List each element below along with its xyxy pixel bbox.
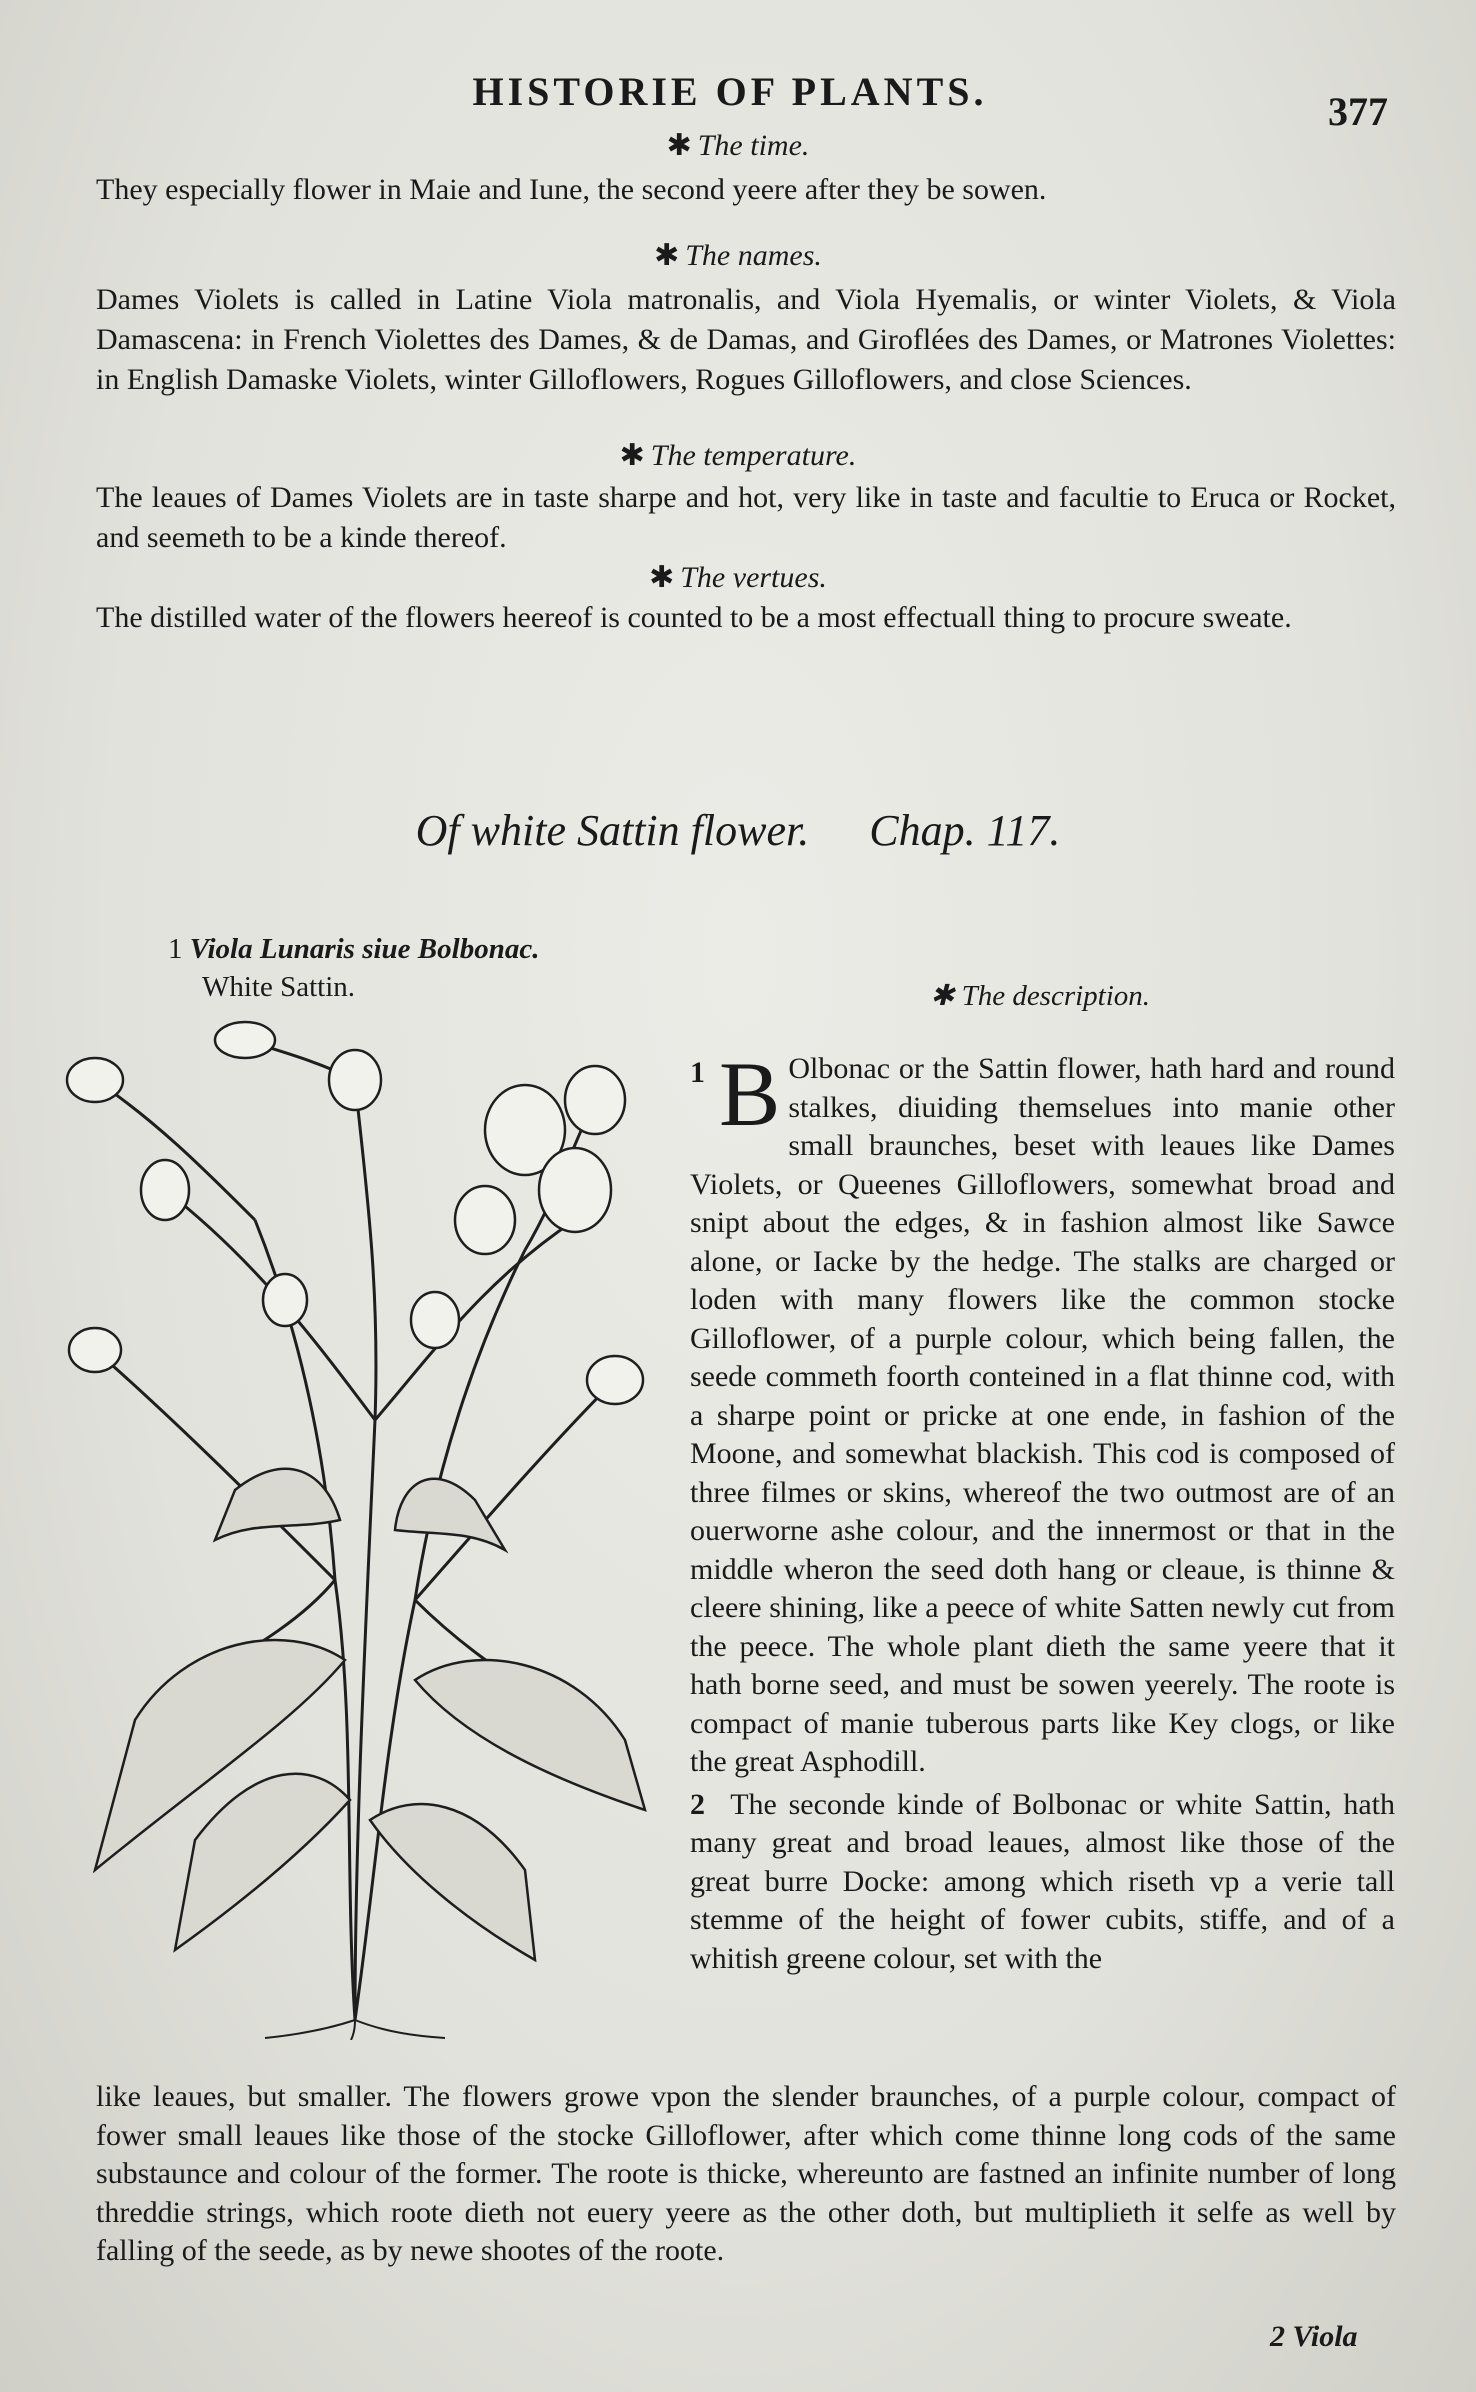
heading-text: The time. — [697, 129, 810, 162]
section-text-temperature: The leaues of Dames Violets are in taste sharpe and hot, very like in taste and facultie to Eruca or Rocket, and seemeth to be a kinde thereof. — [96, 481, 1396, 554]
heading-text: The temperature. — [650, 439, 857, 472]
section-heading-vertues — [0, 560, 1476, 595]
section-heading-temperature — [0, 438, 1476, 473]
caption-english: White Sattin. — [202, 971, 356, 1003]
paragraph-text: Olbonac or the Sattin flower, hath hard and round stalkes, diuiding themselues into manie other small braunches, beset with leaues like Dames Violets, or Queenes Gilloflowers, somewhat broad and snipt about the edges, & in fashion almost like Sawce alone, or Iacke by the hedge. The stalks are charged or loden with many flowers like the common stocke Gilloflower, of a purple colour, which being fallen, the seede commeth foorth conteined in a flat thinne cod, with a sharpe point or pricke at one ende, in fashion of the Moone, and somewhat blackish. This cod is composed of three filmes or skins, whereof the two outmost are of an ouerworne ashe colour, and the innermost or that in the middle wheron the seed doth hang or cleaue, is thinne & cleere shining, like a peece of white Satten newly cut from the peece. The whole plant dieth the same yeere that it hath borne seed, and must be sowen yeerely. The roote is compact of manie tuberous parts like Key clogs, or like the great Asphodill. — [690, 1052, 1395, 1778]
section-heading-names — [0, 238, 1476, 273]
chapter-title-text: Of white Sattin flower. — [415, 806, 810, 855]
figure-caption — [168, 930, 539, 1006]
section-text-names: Dames Violets is called in Latine Viola matronalis, and Viola Hyemalis, or winter Violets, & Viola Damascena: in French Violettes des Dames, & de Damas, and Giroflées des Dames, or Matrones Violettes: in English Damaske Violets, winter Gilloflowers, Rogues Gilloflowers, and close Sciences. — [96, 283, 1396, 396]
paragraph-2-start — [690, 1786, 1395, 1979]
description-column — [690, 1043, 1395, 1978]
caption-latin: Viola Lunaris siue Bolbonac. — [189, 933, 540, 965]
caption-number: 1 — [168, 933, 183, 965]
heading-text: The vertues. — [680, 561, 827, 594]
woodcut-plant-illustration — [55, 1020, 655, 2040]
page-number: 377 — [1328, 89, 1388, 134]
running-title: HISTORIE OF PLANTS. — [472, 69, 988, 114]
asterism-icon: ✱ — [654, 239, 680, 272]
section-text-vertues: The distilled water of the flowers heereof is counted to be a most effectuall thing to procure sweate. — [96, 601, 1292, 634]
asterism-icon: ✱ — [666, 129, 692, 162]
paragraph-1 — [690, 1043, 1395, 1782]
section-heading-time — [0, 128, 1476, 163]
description-heading — [930, 978, 1150, 1013]
section-text-time: They especially flower in Maie and Iune, the second yeere after they be sowen. — [96, 173, 1047, 206]
chapter-title — [0, 805, 1476, 856]
catchword: 2 Viola — [1270, 2320, 1358, 2353]
asterism-icon: ✱ — [930, 980, 955, 1012]
asterism-icon: ✱ — [619, 439, 645, 472]
paragraph-number: 1 — [690, 1056, 705, 1089]
chapter-number: Chap. 117. — [869, 806, 1061, 855]
paragraph-text: The seconde kinde of Bolbonac or white Sattin, hath many great and broad leaues, almost like those of the great burre Docke: among which riseth vp a verie tall stemme of the height of fower cubits, stiffe, and of a whitish greene colour, set with the — [690, 1787, 1395, 1975]
heading-text: The description. — [961, 980, 1151, 1012]
asterism-icon: ✱ — [649, 561, 675, 594]
paragraph-2-continued: like leaues, but smaller. The flowers growe vpon the slender braunches, of a purple colour, compact of fower small leaues like those of the stocke Gilloflower, after which come thinne long cods of the same substaunce and colour of the former. The roote is thicke, whereunto are fastned an infinite number of long threddie strings, which roote dieth not euery yeere as the other doth, but multiplieth it selfe as well by falling of the seede, as by newe shootes of the roote. — [96, 2080, 1396, 2267]
heading-text: The names. — [685, 239, 822, 272]
drop-cap: B — [719, 1043, 781, 1145]
paragraph-number: 2 — [690, 1787, 705, 1821]
